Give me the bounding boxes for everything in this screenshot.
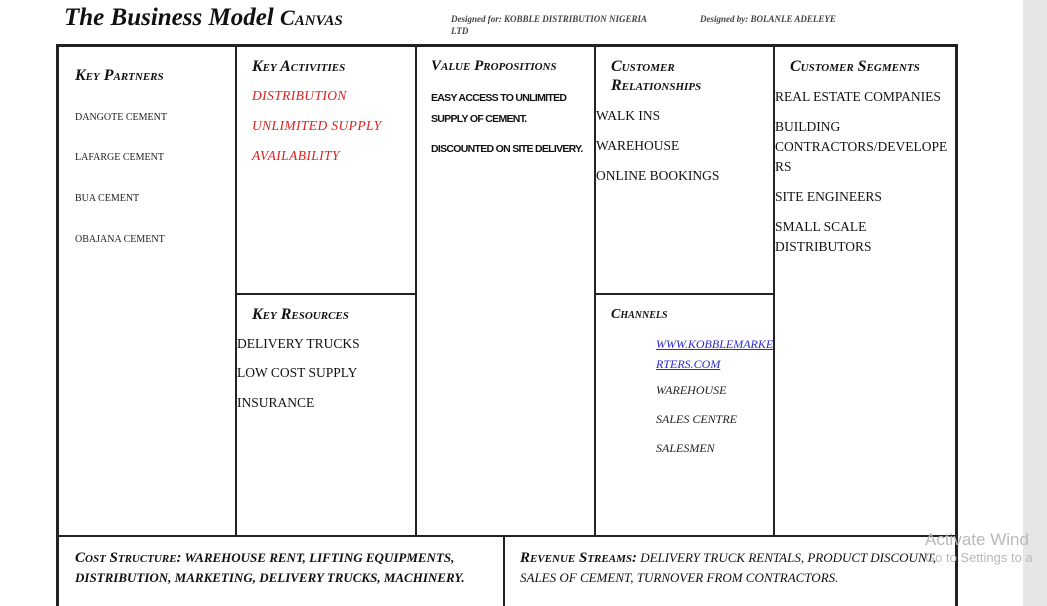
customer-segment-item: SITE ENGINEERS bbox=[775, 189, 882, 204]
cost-structure-heading: Cost Structure: bbox=[75, 550, 182, 566]
revenue-streams bbox=[520, 548, 940, 587]
customer-segment-item: RS bbox=[775, 159, 792, 174]
value-proposition-item: SUPPLY OF CEMENT. bbox=[431, 113, 527, 125]
channels-heading: Channels bbox=[611, 307, 668, 322]
customer-segments-heading: Customer Segments bbox=[790, 58, 920, 75]
customer-relationships-heading-line2: Relationships bbox=[611, 77, 702, 94]
customer-segment-item: BUILDING bbox=[775, 119, 841, 134]
title-canvas-word: Canvas bbox=[280, 5, 343, 30]
key-partner-item: BUA CEMENT bbox=[75, 193, 140, 204]
value-proposition-item: EASY ACCESS TO UNLIMITED bbox=[431, 92, 567, 104]
key-resource-item: INSURANCE bbox=[237, 395, 315, 410]
customer-relationships-heading-line1: Customer bbox=[611, 58, 675, 75]
customer-segment-item: SMALL SCALE bbox=[775, 219, 867, 234]
value-propositions-heading: Value Propositions bbox=[431, 58, 557, 74]
cost-structure-line1: WAREHOUSE RENT, LIFTING EQUIPMENTS, bbox=[181, 550, 455, 565]
key-resource-item: DELIVERY TRUCKS bbox=[237, 336, 360, 351]
divider bbox=[594, 293, 775, 295]
customer-segment-item: DISTRIBUTORS bbox=[775, 239, 872, 254]
value-proposition-item: DISCOUNTED ON SITE DELIVERY. bbox=[431, 143, 583, 155]
channel-item: SALES CENTRE bbox=[656, 412, 738, 426]
channel-item: WAREHOUSE bbox=[656, 383, 727, 397]
designed-by: Designed by: BOLANLE ADELEYE bbox=[700, 14, 836, 24]
channel-website-link[interactable]: WWW.KOBBLEMARKERTERS.COM bbox=[656, 337, 774, 371]
key-activity-item: DISTRIBUTION bbox=[252, 88, 347, 103]
designed-for: Designed for: KOBBLE DISTRIBUTION NIGERIA LTD bbox=[451, 14, 647, 36]
divider bbox=[56, 535, 958, 537]
title-main: The Business Model bbox=[64, 4, 281, 31]
revenue-streams-heading: Revenue Streams: bbox=[520, 550, 637, 566]
cost-structure bbox=[75, 548, 500, 587]
key-partner-item: LAFARGE CEMENT bbox=[75, 152, 164, 163]
watermark-line1: Activate Wind bbox=[925, 530, 1029, 549]
key-partner-item: DANGOTE CEMENT bbox=[75, 112, 167, 123]
key-partners-heading: Key Partners bbox=[75, 67, 164, 84]
customer-segment-item: CONTRACTORS/DEVELOPE bbox=[775, 139, 948, 154]
vertical-scrollbar[interactable] bbox=[1023, 0, 1047, 606]
divider bbox=[235, 293, 417, 295]
watermark-line2: Go to Settings to a bbox=[925, 550, 1033, 565]
customer-relationship-item: ONLINE BOOKINGS bbox=[596, 168, 720, 183]
revenue-streams-line2: SALES OF CEMENT, TURNOVER FROM CONTRACTORS. bbox=[520, 570, 839, 585]
key-partner-item: OBAJANA CEMENT bbox=[75, 234, 165, 245]
page-title bbox=[64, 4, 343, 32]
key-resource-item: LOW COST SUPPLY bbox=[237, 365, 358, 380]
divider bbox=[773, 44, 775, 536]
cost-structure-line2: DISTRIBUTION, MARKETING, DELIVERY TRUCKS, MACHINERY. bbox=[75, 570, 465, 585]
key-activities-heading: Key Activities bbox=[252, 58, 346, 75]
divider bbox=[503, 535, 505, 606]
customer-relationship-item: WALK INS bbox=[596, 108, 661, 123]
customer-relationship-item: WAREHOUSE bbox=[596, 138, 680, 153]
channel-item: SALESMEN bbox=[656, 441, 715, 455]
key-activity-item: AVAILABILITY bbox=[252, 148, 340, 163]
key-activity-item: UNLIMITED SUPPLY bbox=[252, 118, 382, 133]
divider bbox=[415, 44, 417, 536]
key-resources-heading: Key Resources bbox=[252, 306, 349, 323]
customer-relationships-heading bbox=[611, 57, 701, 95]
divider bbox=[235, 44, 237, 536]
customer-segment-item: REAL ESTATE COMPANIES bbox=[775, 89, 941, 104]
revenue-streams-line1: DELIVERY TRUCK RENTALS, PRODUCT DISCOUNT, bbox=[636, 550, 937, 565]
activation-watermark bbox=[925, 530, 1033, 565]
